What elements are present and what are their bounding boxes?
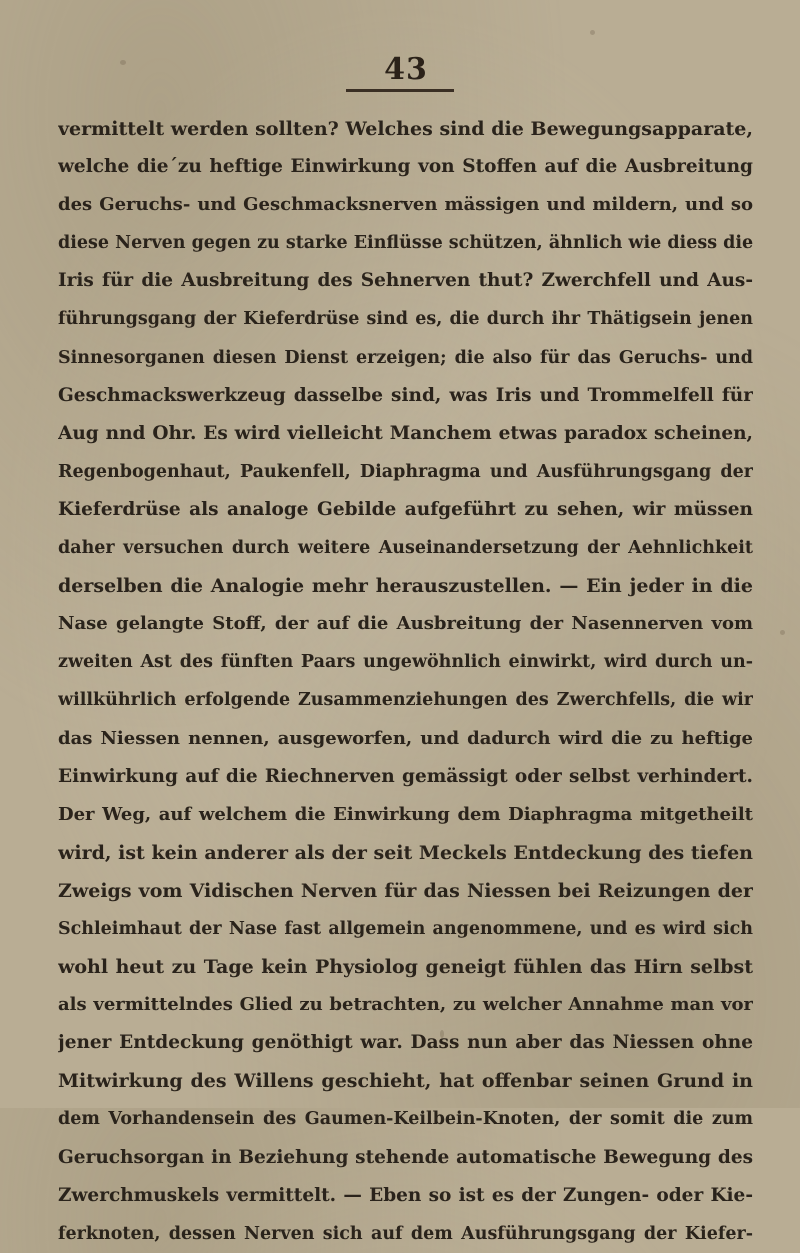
text-line: ferknoten, dessen Nerven sich auf dem Ausführungsgang der Kiefer- (58, 1223, 753, 1244)
page-number: 43 (384, 52, 428, 87)
text-line: Nase gelangte Stoff, der auf die Ausbreitung der Nasennerven vom (58, 613, 753, 635)
text-line: Schleimhaut der Nase fast allgemein angenommene, und es wird sich (58, 918, 753, 939)
text-line: welche die´zu heftige Einwirkung von Stoffen auf die Ausbreitung (58, 156, 753, 178)
text-line: Der Weg, auf welchem die Einwirkung dem Diaphragma mitgetheilt (58, 803, 753, 825)
text-line: vermittelt werden sollten? Welches sind die Bewegungsapparate, (58, 118, 753, 140)
text-line: wohl heut zu Tage kein Physiolog geneigt fühlen das Hirn selbst (58, 956, 753, 979)
text-line: Mitwirkung des Willens geschieht, hat offenbar seinen Grund in (58, 1070, 753, 1093)
text-line: Iris für die Ausbreitung des Sehnerven thut? Zwerchfell und Aus- (58, 270, 753, 292)
text-line: wird, ist kein anderer als der seit Meckels Entdeckung des tiefen (58, 841, 753, 864)
text-line: daher versuchen durch weitere Auseinandersetzung der Aehnlichkeit (58, 538, 753, 559)
text-line: Geschmackswerkzeug dasselbe sind, was Iris und Trommelfell für (58, 384, 753, 406)
text-line: Zweigs vom Vidischen Nerven für das Niessen bei Reizungen der (58, 879, 753, 902)
text-line: jener Entdeckung genöthigt war. Dass nun aber das Niessen ohne (58, 1032, 753, 1054)
text-line: Einwirkung auf die Riechnerven gemässigt oder selbst verhindert. (58, 765, 753, 787)
text-line: Regenbogenhaut, Paukenfell, Diaphragma und Ausführungsgang der (58, 461, 753, 482)
paper-stain (120, 60, 126, 65)
header-rule (346, 89, 454, 92)
paper-stain (590, 30, 595, 35)
text-line: Sinnesorganen diesen Dienst erzeigen; die also für das Geruchs- und (58, 347, 753, 368)
text-line: als vermittelndes Glied zu betrachten, zu welcher Annahme man vor (58, 994, 753, 1016)
text-line: diese Nerven gegen zu starke Einflüsse schützen, ähnlich wie diess die (58, 233, 753, 254)
paper-stain (780, 630, 785, 635)
text-line: Kieferdrüse als analoge Gebilde aufgeführt zu sehen, wir müssen (58, 498, 753, 520)
text-line: willkührlich erfolgende Zusammenziehungen des Zwerchfells, die wir (58, 690, 753, 711)
text-line: das Niessen nennen, ausgeworfen, und dadurch wird die zu heftige (58, 727, 753, 749)
text-line: führungsgang der Kieferdrüse sind es, die durch ihr Thätigsein jenen (58, 309, 753, 330)
body-text (58, 110, 753, 1253)
text-line: des Geruchs- und Geschmacksnerven mässigen und mildern, und so (58, 194, 753, 216)
text-line: Geruchsorgan in Beziehung stehende automatische Bewegung des (58, 1146, 753, 1168)
text-line: derselben die Analogie mehr herauszustellen. — Ein jeder in die (58, 575, 753, 598)
text-line: dem Vorhandensein des Gaumen-Keilbein-Knoten, der somit die zum (58, 1109, 753, 1130)
text-line: Zwerchmuskels vermittelt. — Eben so ist es der Zungen- oder Kie- (58, 1184, 753, 1206)
text-line: Aug nnd Ohr. Es wird vielleicht Manchem etwas paradox scheinen, (58, 422, 753, 444)
text-line: zweiten Ast des fünften Paars ungewöhnlich einwirkt, wird durch un- (58, 652, 753, 673)
